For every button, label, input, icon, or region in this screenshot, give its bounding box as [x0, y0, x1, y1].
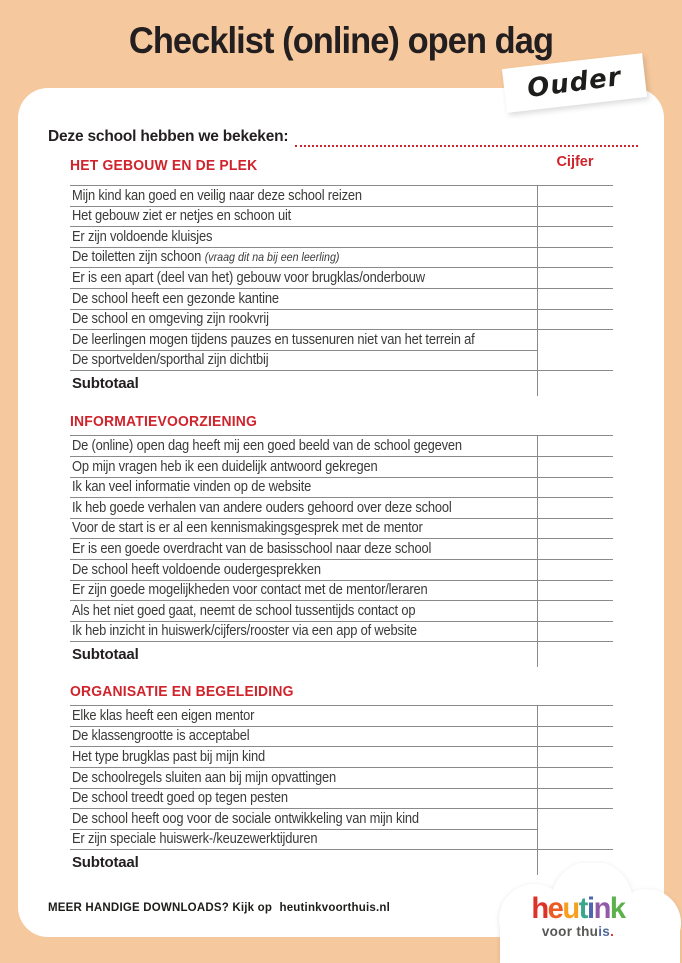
score-input-cell[interactable]	[537, 706, 613, 727]
row-label-cell	[70, 248, 537, 269]
score-input-cell[interactable]	[537, 289, 613, 310]
score-input-cell[interactable]	[537, 601, 613, 622]
section-title: INFORMATIEVOORZIENING	[70, 414, 258, 431]
checklist-row	[70, 601, 613, 622]
row-text	[72, 291, 279, 307]
score-input-cell[interactable]	[537, 789, 613, 810]
row-text-main: Er zijn voldoende kluisjes	[72, 228, 213, 245]
row-text	[72, 708, 254, 724]
checklist-row	[70, 622, 613, 643]
logo-letter: e	[547, 892, 563, 925]
heutink-logo-text	[492, 894, 664, 939]
row-text-main: De toiletten zijn schoon	[72, 249, 202, 266]
score-input-cell[interactable]	[537, 457, 613, 478]
score-input-cell[interactable]	[537, 622, 613, 643]
checklist-row	[70, 498, 613, 519]
row-label-cell	[70, 601, 537, 622]
checklist-row	[70, 310, 613, 331]
heutink-tagline	[492, 924, 664, 939]
row-text-main: Als het niet goed gaat, neemt de school tussentijds contact op	[72, 602, 416, 619]
row-label-cell	[70, 830, 537, 851]
score-input-cell[interactable]	[537, 207, 613, 228]
checklist-row	[70, 186, 613, 207]
row-text-main: Ik heb goede verhalen van andere ouders gehoord over deze school	[72, 499, 452, 516]
row-text	[72, 438, 462, 454]
row-label-cell	[70, 478, 537, 499]
section-header	[70, 684, 613, 705]
score-input-cell[interactable]	[537, 539, 613, 560]
section-header	[70, 414, 613, 435]
checklist-row	[70, 227, 613, 248]
row-text-main: De school en omgeving zijn rookvrij	[72, 311, 269, 328]
row-label-cell	[70, 436, 537, 457]
school-name-row	[48, 128, 638, 147]
row-label-cell	[70, 457, 537, 478]
section-title: HET GEBOUW EN DE PLEK	[70, 158, 258, 174]
row-text-main: De school heeft oog voor de sociale ontwikkeling van mijn kind	[72, 810, 419, 827]
footer-site-link[interactable]: heutinkvoorthuis.nl	[279, 902, 390, 914]
subtotal-row	[70, 371, 613, 396]
row-text	[72, 249, 339, 265]
row-text	[72, 352, 268, 368]
logo-letter: k	[609, 892, 625, 925]
row-text-main: De schoolregels sluiten aan bij mijn opvattingen	[72, 769, 337, 786]
row-text-main: De school treedt goed op tegen pesten	[72, 790, 288, 807]
checklist-row	[70, 560, 613, 581]
checklist-row	[70, 248, 613, 269]
score-input-cell[interactable]	[537, 268, 613, 289]
row-label-cell	[70, 330, 537, 351]
row-text	[72, 332, 475, 348]
checklist-row	[70, 789, 613, 810]
section-rows	[70, 185, 613, 371]
school-name-fill-line[interactable]	[295, 132, 638, 147]
checklist-row	[70, 457, 613, 478]
heutink-logo	[492, 863, 682, 963]
checklist-row	[70, 539, 613, 560]
row-text	[72, 770, 336, 786]
row-text-main: Ik kan veel informatie vinden op de website	[72, 479, 312, 496]
page-title: Checklist (online) open dag	[128, 20, 554, 61]
logo-letter: n	[593, 892, 610, 925]
row-label-cell	[70, 768, 537, 789]
row-label-cell	[70, 789, 537, 810]
score-input-cell[interactable]	[537, 186, 613, 207]
row-text	[72, 623, 417, 639]
footer-text: MEER HANDIGE DOWNLOADS? Kijk op	[48, 902, 273, 914]
row-text-main: Ik heb inzicht in huiswerk/cijfers/rooster via een app of website	[72, 623, 417, 640]
checklist-row	[70, 268, 613, 289]
checklist-row	[70, 289, 613, 310]
row-text-main: De klassengrootte is acceptabel	[72, 728, 250, 745]
row-text-main: Er is een apart (deel van het) gebouw voor brugklas/onderbouw	[72, 269, 425, 286]
score-column-header: Cijfer	[556, 154, 594, 170]
section-rows	[70, 435, 613, 642]
checklist-row	[70, 809, 613, 830]
tagline-accent: is	[598, 924, 611, 939]
row-label-cell	[70, 747, 537, 768]
subtotal-label: Subtotaal	[72, 646, 139, 664]
checklist-row	[70, 519, 613, 540]
row-text-main: Elke klas heeft een eigen mentor	[72, 707, 255, 724]
checklist-row	[70, 768, 613, 789]
subtotal-row	[70, 642, 613, 667]
section-3	[70, 684, 613, 875]
row-label-cell	[70, 207, 537, 228]
score-input-cell[interactable]	[537, 727, 613, 748]
checklist-row	[70, 436, 613, 457]
subtotal-label: Subtotaal	[72, 854, 139, 872]
row-text	[72, 208, 291, 224]
score-input-cell[interactable]	[537, 478, 613, 499]
row-text	[72, 811, 419, 827]
row-label-cell	[70, 809, 537, 830]
row-text-main: De sportvelden/sporthal zijn dichtbij	[72, 352, 269, 369]
row-text	[72, 229, 212, 245]
row-text-main: Het type brugklas past bij mijn kind	[72, 749, 266, 766]
row-text	[72, 582, 428, 598]
row-label-cell	[70, 498, 537, 519]
row-text	[72, 749, 265, 765]
sections-container	[18, 154, 664, 875]
row-label-cell	[70, 310, 537, 331]
row-text-main: Er is een goede overdracht van de basisschool naar deze school	[72, 540, 432, 557]
row-text	[72, 520, 423, 536]
logo-letter: t	[578, 892, 587, 925]
checklist-row	[70, 830, 613, 851]
row-text-main: De school heeft voldoende oudergesprekken	[72, 561, 321, 578]
checklist-card	[18, 88, 664, 937]
section-rows	[70, 705, 613, 850]
checklist-row	[70, 747, 613, 768]
section-title: ORGANISATIE EN BEGELEIDING	[70, 684, 294, 701]
subtotal-label: Subtotaal	[72, 375, 139, 393]
row-label-cell	[70, 560, 537, 581]
row-label-cell	[70, 351, 537, 372]
footer-note	[48, 902, 390, 914]
checklist-row	[70, 581, 613, 602]
row-text	[72, 311, 269, 327]
logo-letter: i	[586, 892, 594, 925]
logo-letter: u	[562, 892, 579, 925]
row-label-cell	[70, 289, 537, 310]
score-input-cell[interactable]	[537, 498, 613, 519]
checklist-row	[70, 727, 613, 748]
row-text-main: Er zijn speciale huiswerk-/keuzewerktijduren	[72, 831, 318, 848]
row-text	[72, 270, 425, 286]
row-text-main: Er zijn goede mogelijkheden voor contact met de mentor/leraren	[72, 582, 428, 599]
row-text	[72, 541, 431, 557]
checklist-row	[70, 207, 613, 228]
score-input-cell[interactable]	[537, 330, 613, 351]
score-input-cell[interactable]	[537, 830, 613, 851]
row-text	[72, 459, 378, 475]
checklist-row	[70, 330, 613, 351]
section-header	[70, 154, 613, 185]
row-text	[72, 603, 415, 619]
row-text	[72, 790, 288, 806]
subtotal-score-cell[interactable]	[537, 371, 613, 396]
row-label-cell	[70, 519, 537, 540]
row-label-cell	[70, 186, 537, 207]
score-input-cell[interactable]	[537, 581, 613, 602]
row-text-main: Voor de start is er al een kennismakingsgesprek met de mentor	[72, 520, 423, 537]
section-2	[70, 414, 613, 667]
checklist-row	[70, 351, 613, 372]
row-text	[72, 188, 362, 204]
row-label-cell	[70, 539, 537, 560]
ouder-badge-label: Ouder	[525, 61, 624, 105]
score-input-cell[interactable]	[537, 747, 613, 768]
score-input-cell[interactable]	[537, 227, 613, 248]
row-text-main: De (online) open dag heeft mij een goed beeld van de school gegeven	[72, 437, 462, 454]
intro-label: Deze school hebben we bekeken:	[48, 128, 289, 145]
row-text	[72, 500, 452, 516]
tagline-prefix: voor thu	[541, 924, 599, 939]
score-input-cell[interactable]	[537, 351, 613, 372]
score-input-cell[interactable]	[537, 436, 613, 457]
score-input-cell[interactable]	[537, 248, 613, 269]
row-text-main: De leerlingen mogen tijdens pauzes en tussenuren niet van het terrein af	[72, 331, 475, 348]
subtotal-score-cell[interactable]	[537, 642, 613, 667]
score-input-cell[interactable]	[537, 560, 613, 581]
row-label-cell	[70, 227, 537, 248]
score-input-cell[interactable]	[537, 768, 613, 789]
score-input-cell[interactable]	[537, 809, 613, 830]
section-1	[70, 154, 613, 396]
logo-letter: h	[531, 892, 548, 925]
checklist-row	[70, 478, 613, 499]
row-text-main: De school heeft een gezonde kantine	[72, 290, 279, 307]
row-text-main: Op mijn vragen heb ik een duidelijk antwoord gekregen	[72, 458, 378, 475]
row-text	[72, 562, 321, 578]
row-text	[72, 831, 317, 847]
row-label-cell	[70, 727, 537, 748]
row-text-main: Mijn kind kan goed en veilig naar deze school reizen	[72, 187, 362, 204]
score-input-cell[interactable]	[537, 519, 613, 540]
row-text	[72, 728, 249, 744]
heutink-wordmark	[495, 894, 662, 924]
row-text	[72, 479, 311, 495]
tagline-dot: .	[610, 924, 615, 939]
checklist-row	[70, 706, 613, 727]
row-label-cell	[70, 268, 537, 289]
row-label-cell	[70, 706, 537, 727]
score-input-cell[interactable]	[537, 310, 613, 331]
row-note: (vraag dit na bij een leerling)	[204, 250, 340, 265]
row-label-cell	[70, 581, 537, 602]
row-label-cell	[70, 622, 537, 643]
row-text-main: Het gebouw ziet er netjes en schoon uit	[72, 208, 292, 225]
